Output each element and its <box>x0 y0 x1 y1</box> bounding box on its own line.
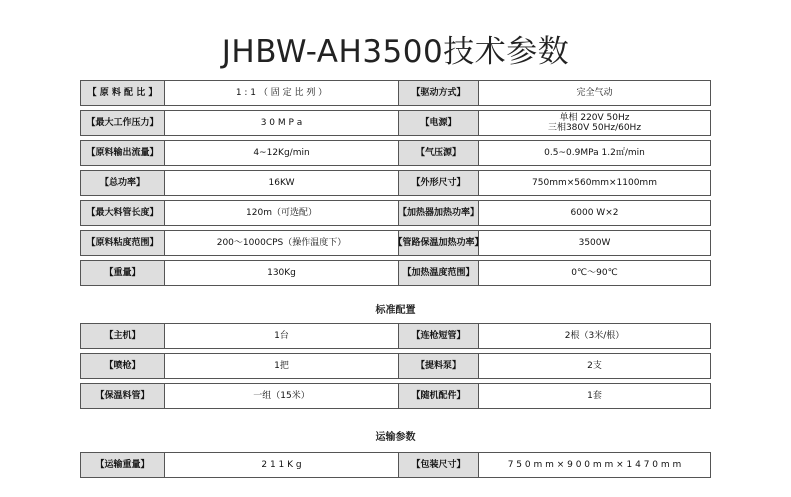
param-value: 单相 220V 50Hz 三相380V 50Hz/60Hz <box>547 112 642 133</box>
param-value: 0.5~0.9MPa 1.2㎡/min <box>544 147 645 158</box>
param-label: 【随机配件】 <box>399 384 479 408</box>
param-label: 【加热温度范围】 <box>399 261 479 285</box>
param-label: 【原料输出流量】 <box>81 141 165 165</box>
param-label: 【气压源】 <box>399 141 479 165</box>
table-row <box>80 200 711 226</box>
param-label: 【最大料管长度】 <box>81 201 165 225</box>
table-row <box>80 323 711 349</box>
param-value: 1把 <box>165 354 399 378</box>
param-label: 【加热器加热功率】 <box>399 201 479 225</box>
table-row <box>80 230 711 256</box>
params-table <box>80 80 711 290</box>
table-row <box>80 80 711 106</box>
param-value: 6000 W×2 <box>570 207 619 218</box>
param-value: 1台 <box>165 324 399 348</box>
param-value: 7 5 0 m m × 9 0 0 m m × 1 4 7 0 m m <box>507 459 682 470</box>
standard-heading: 标准配置 <box>375 305 416 316</box>
param-value: 130Kg <box>165 261 399 285</box>
param-label: 【管路保温加热功率】 <box>399 231 479 255</box>
param-label: 【 原 料 配 比 】 <box>81 81 165 105</box>
param-label: 【连枪短管】 <box>399 324 479 348</box>
param-value: 0℃～90℃ <box>571 267 618 278</box>
param-label: 【喷枪】 <box>81 354 165 378</box>
param-label: 【主机】 <box>81 324 165 348</box>
shipping-heading: 运输参数 <box>375 432 416 443</box>
param-value: 2根（3米/根） <box>564 330 625 341</box>
param-value: 750mm×560mm×1100mm <box>532 177 657 188</box>
param-label: 【总功率】 <box>81 171 165 195</box>
param-value: 1套 <box>587 390 602 401</box>
param-value: 200～1000CPS（操作温度下） <box>165 231 399 255</box>
param-value: 一组（15米） <box>165 384 399 408</box>
table-row <box>80 140 711 166</box>
table-row <box>80 383 711 409</box>
param-label: 【电源】 <box>399 111 479 135</box>
page-title: JHBW-AH3500技术参数 <box>221 34 570 70</box>
param-label: 【包装尺寸】 <box>399 453 479 477</box>
table-row <box>80 110 711 136</box>
param-label: 【驱动方式】 <box>399 81 479 105</box>
param-value: 120m（可选配） <box>165 201 399 225</box>
param-value: 3 0 M P a <box>165 111 399 135</box>
table-row <box>80 260 711 286</box>
param-label: 【提料泵】 <box>399 354 479 378</box>
standard-table <box>80 323 711 413</box>
param-label: 【运输重量】 <box>81 453 165 477</box>
table-row <box>80 452 711 478</box>
param-label: 【原料粘度范围】 <box>81 231 165 255</box>
param-value: 完全气动 <box>576 87 613 98</box>
table-row <box>80 170 711 196</box>
param-value: 3500W <box>578 237 611 248</box>
shipping-table <box>80 452 711 482</box>
param-value: 2 1 1 K g <box>165 453 399 477</box>
param-label: 【外形尺寸】 <box>399 171 479 195</box>
param-label: 【重量】 <box>81 261 165 285</box>
param-value: 2支 <box>587 360 602 371</box>
param-label: 【保温料管】 <box>81 384 165 408</box>
param-value: 4~12Kg/min <box>165 141 399 165</box>
param-value: 1 : 1 （ 固 定 比 列 ） <box>165 81 399 105</box>
table-row <box>80 353 711 379</box>
param-label: 【最大工作压力】 <box>81 111 165 135</box>
param-value: 16KW <box>165 171 399 195</box>
